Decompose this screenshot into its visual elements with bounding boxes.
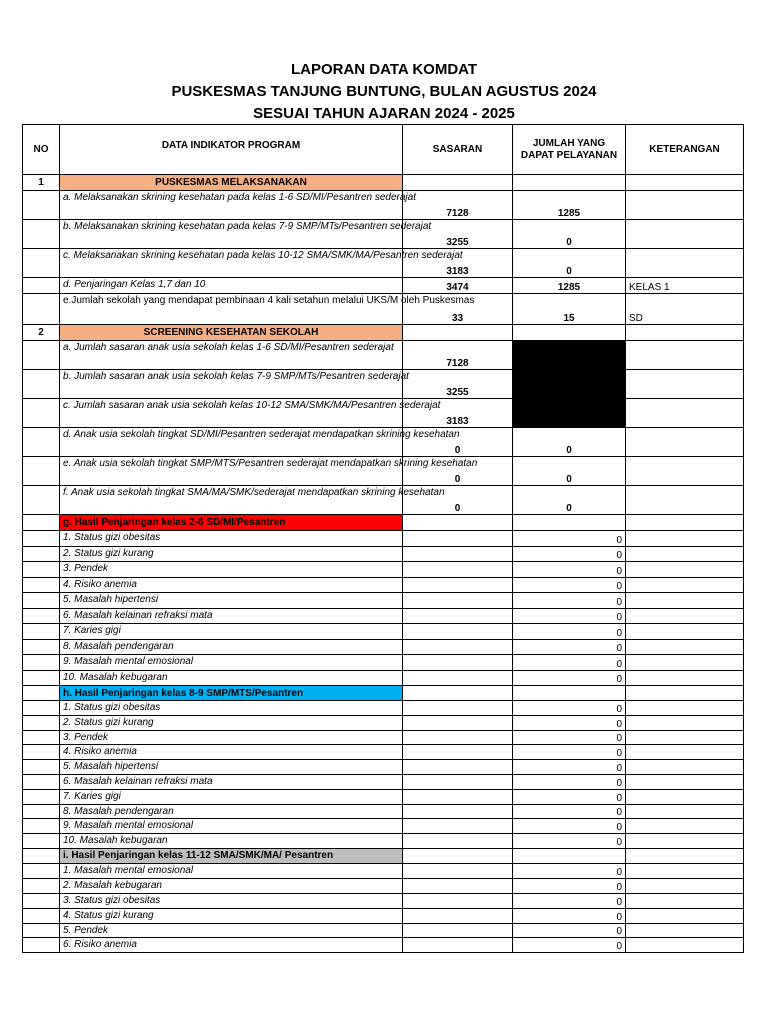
result-row bbox=[23, 878, 744, 893]
jumlah-value: 0 bbox=[513, 220, 626, 249]
result-label: 4. Status gizi kurang bbox=[60, 908, 403, 923]
result-value: 0 bbox=[513, 624, 626, 640]
section-number: 1 bbox=[23, 175, 60, 191]
indicator-label: a. Jumlah sasaran anak usia sekolah kelas 1-6 SD/MI/Pesantren sederajat bbox=[60, 341, 403, 370]
sasaran-value: 0 bbox=[403, 428, 513, 457]
result-value: 0 bbox=[513, 893, 626, 908]
section-title: SCREENING KESEHATAN SEKOLAH bbox=[60, 325, 403, 341]
indicator-label: e. Anak usia sekolah tingkat SMP/MTS/Pesantren sederajat mendapatkan skrining kesehatan bbox=[60, 457, 403, 486]
result-label: 4. Risiko anemia bbox=[60, 745, 403, 760]
result-value: 0 bbox=[513, 608, 626, 624]
report-period: SESUAI TAHUN AJARAN 2024 - 2025 bbox=[253, 105, 515, 122]
table-row bbox=[23, 220, 744, 249]
result-value: 0 bbox=[513, 774, 626, 789]
result-row bbox=[23, 562, 744, 578]
result-row bbox=[23, 834, 744, 849]
result-label: 1. Status gizi obesitas bbox=[60, 531, 403, 547]
result-label: 9. Masalah mental emosional bbox=[60, 819, 403, 834]
section-row bbox=[23, 325, 744, 341]
screening-results bbox=[23, 515, 744, 953]
jumlah-value: 0 bbox=[513, 457, 626, 486]
table-row bbox=[23, 457, 744, 486]
keterangan-value: KELAS 1 bbox=[626, 278, 744, 294]
indicator-label: e.Jumlah sekolah yang mendapat pembinaan 4 kali setahun melalui UKS/M oleh Puskesmas bbox=[60, 294, 403, 325]
result-row bbox=[23, 608, 744, 624]
result-row bbox=[23, 655, 744, 671]
group-header-row bbox=[23, 686, 744, 701]
result-row bbox=[23, 774, 744, 789]
col-indikator-header: DATA INDIKATOR PROGRAM bbox=[60, 125, 403, 175]
sasaran-value: 3183 bbox=[403, 249, 513, 278]
result-label: 3. Pendek bbox=[60, 730, 403, 745]
result-value: 0 bbox=[513, 639, 626, 655]
result-value: 0 bbox=[513, 804, 626, 819]
result-label: 5. Pendek bbox=[60, 923, 403, 938]
col-keterangan-header: KETERANGAN bbox=[626, 125, 744, 175]
result-row bbox=[23, 923, 744, 938]
result-value: 0 bbox=[513, 730, 626, 745]
indicator-label: b. Jumlah sasaran anak usia sekolah kelas 7-9 SMP/MTs/Pesantren sederajat bbox=[60, 370, 403, 399]
table-row bbox=[23, 249, 744, 278]
result-label: 2. Masalah kebugaran bbox=[60, 878, 403, 893]
result-value: 0 bbox=[513, 923, 626, 938]
result-row bbox=[23, 593, 744, 609]
indicator-label: f. Anak usia sekolah tingkat SMA/MA/SMK/sederajat mendapatkan skrining kesehatan bbox=[60, 486, 403, 515]
result-value: 0 bbox=[513, 546, 626, 562]
indicator-label: c. Jumlah sasaran anak usia sekolah kelas 10-12 SMA/SMK/MA/Pesantren sederajat bbox=[60, 399, 403, 428]
jumlah-value: 0 bbox=[513, 249, 626, 278]
sasaran-value: 3183 bbox=[403, 399, 513, 428]
table-row bbox=[23, 370, 744, 399]
result-label: 2. Status gizi kurang bbox=[60, 715, 403, 730]
jumlah-value: 0 bbox=[513, 428, 626, 457]
result-value: 0 bbox=[513, 938, 626, 953]
result-value: 0 bbox=[513, 908, 626, 923]
sasaran-value: 0 bbox=[403, 457, 513, 486]
result-row bbox=[23, 789, 744, 804]
keterangan-value: SD bbox=[626, 294, 744, 325]
result-row bbox=[23, 745, 744, 760]
report-subtitle: PUSKESMAS TANJUNG BUNTUNG, BULAN AGUSTUS 2024 bbox=[171, 83, 597, 100]
col-sasaran-header: SASARAN bbox=[403, 125, 513, 175]
sasaran-value: 7128 bbox=[403, 191, 513, 220]
section-number: 2 bbox=[23, 325, 60, 341]
keterangan-value bbox=[626, 249, 744, 278]
col-no-header: NO bbox=[23, 125, 60, 175]
result-label: 5. Masalah hipertensi bbox=[60, 760, 403, 775]
result-value: 0 bbox=[513, 863, 626, 878]
result-label: 3. Status gizi obesitas bbox=[60, 893, 403, 908]
table-row bbox=[23, 294, 744, 325]
result-label: 6. Risiko anemia bbox=[60, 938, 403, 953]
table-row bbox=[23, 341, 744, 370]
table-row bbox=[23, 486, 744, 515]
komdat-table bbox=[22, 124, 744, 953]
result-row bbox=[23, 715, 744, 730]
redacted-cell bbox=[513, 399, 626, 428]
result-row bbox=[23, 804, 744, 819]
result-label: 7. Karies gigi bbox=[60, 789, 403, 804]
indicator-label: d. Penjaringan Kelas 1,7 dan 10 bbox=[60, 278, 403, 294]
col-jumlah-header: JUMLAH YANG DAPAT PELAYANAN bbox=[513, 125, 626, 175]
sasaran-value: 3255 bbox=[403, 220, 513, 249]
result-value: 0 bbox=[513, 701, 626, 716]
result-label: 3. Pendek bbox=[60, 562, 403, 578]
result-row bbox=[23, 863, 744, 878]
result-label: 10. Masalah kebugaran bbox=[60, 834, 403, 849]
result-row bbox=[23, 938, 744, 953]
jumlah-value: 0 bbox=[513, 486, 626, 515]
indicator-label: d. Anak usia sekolah tingkat SD/MI/Pesantren sederajat mendapatkan skrining kesehatan bbox=[60, 428, 403, 457]
result-label: 8. Masalah pendengaran bbox=[60, 639, 403, 655]
result-row bbox=[23, 760, 744, 775]
result-value: 0 bbox=[513, 531, 626, 547]
result-row bbox=[23, 819, 744, 834]
group-header-row bbox=[23, 848, 744, 863]
table-row bbox=[23, 278, 744, 294]
result-value: 0 bbox=[513, 878, 626, 893]
result-label: 8. Masalah pendengaran bbox=[60, 804, 403, 819]
table-row bbox=[23, 399, 744, 428]
result-value: 0 bbox=[513, 819, 626, 834]
result-row bbox=[23, 730, 744, 745]
jumlah-value: 1285 bbox=[513, 278, 626, 294]
result-value: 0 bbox=[513, 760, 626, 775]
result-value: 0 bbox=[513, 834, 626, 849]
result-row bbox=[23, 893, 744, 908]
group-title: g. Hasil Penjaringan kelas 2-6 SD/MI/Pesantren bbox=[60, 515, 403, 531]
table-row bbox=[23, 428, 744, 457]
result-row bbox=[23, 701, 744, 716]
jumlah-value: 1285 bbox=[513, 191, 626, 220]
sasaran-value: 7128 bbox=[403, 341, 513, 370]
result-value: 0 bbox=[513, 655, 626, 671]
keterangan-value bbox=[626, 191, 744, 220]
result-value: 0 bbox=[513, 745, 626, 760]
indicator-label: b. Melaksanakan skrining kesehatan pada kelas 7-9 SMP/MTs/Pesantren sederajat bbox=[60, 220, 403, 249]
result-value: 0 bbox=[513, 789, 626, 804]
result-label: 6. Masalah kelainan refraksi mata bbox=[60, 608, 403, 624]
result-label: 9. Masalah mental emosional bbox=[60, 655, 403, 671]
indicator-label: c. Melaksanakan skrining kesehatan pada kelas 10-12 SMA/SMK/MA/Pesantren sederajat bbox=[60, 249, 403, 278]
group-title: i. Hasil Penjaringan kelas 11-12 SMA/SMK/MA/ Pesantren bbox=[60, 848, 403, 863]
result-label: 7. Karies gigi bbox=[60, 624, 403, 640]
group-header-row bbox=[23, 515, 744, 531]
result-row bbox=[23, 577, 744, 593]
group-title: h. Hasil Penjaringan kelas 8-9 SMP/MTS/Pesantren bbox=[60, 686, 403, 701]
result-label: 2. Status gizi kurang bbox=[60, 546, 403, 562]
result-label: 10. Masalah kebugaran bbox=[60, 670, 403, 686]
table-row bbox=[23, 191, 744, 220]
section-row bbox=[23, 175, 744, 191]
report-title: LAPORAN DATA KOMDAT bbox=[290, 61, 478, 78]
redacted-cell bbox=[513, 341, 626, 370]
section-title: PUSKESMAS MELAKSANAKAN bbox=[60, 175, 403, 191]
result-row bbox=[23, 624, 744, 640]
result-value: 0 bbox=[513, 577, 626, 593]
redacted-cell bbox=[513, 370, 626, 399]
result-row bbox=[23, 546, 744, 562]
result-value: 0 bbox=[513, 715, 626, 730]
indicator-label: a. Melaksanakan skrining kesehatan pada kelas 1-6 SD/MI/Pesantren sederajat bbox=[60, 191, 403, 220]
result-label: 6. Masalah kelainan refraksi mata bbox=[60, 774, 403, 789]
result-label: 1. Masalah mental emosional bbox=[60, 863, 403, 878]
result-label: 1. Status gizi obesitas bbox=[60, 701, 403, 716]
result-value: 0 bbox=[513, 593, 626, 609]
result-label: 4. Risiko anemia bbox=[60, 577, 403, 593]
result-row bbox=[23, 639, 744, 655]
result-value: 0 bbox=[513, 562, 626, 578]
result-value: 0 bbox=[513, 670, 626, 686]
sasaran-value: 33 bbox=[403, 294, 513, 325]
sasaran-value: 3255 bbox=[403, 370, 513, 399]
keterangan-value bbox=[626, 220, 744, 249]
sasaran-value: 3474 bbox=[403, 278, 513, 294]
table-header-row bbox=[23, 125, 744, 175]
sasaran-value: 0 bbox=[403, 486, 513, 515]
jumlah-value: 15 bbox=[513, 294, 626, 325]
result-row bbox=[23, 908, 744, 923]
result-label: 5. Masalah hipertensi bbox=[60, 593, 403, 609]
result-row bbox=[23, 670, 744, 686]
result-row bbox=[23, 531, 744, 547]
